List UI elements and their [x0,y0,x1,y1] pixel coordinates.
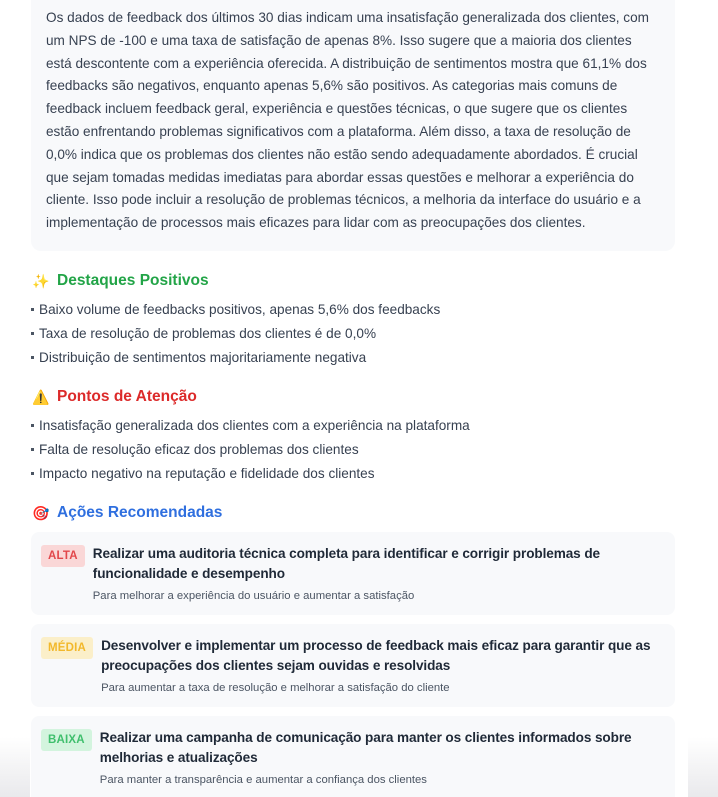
target-icon: 🎯 [32,504,50,521]
attention-points-list [31,414,470,486]
list-item: Falta de resolução eficaz dos problemas dos clientes [31,438,470,462]
list-item: Distribuição de sentimentos majoritariamente negativa [31,346,440,370]
action-reason: Para melhorar a experiência do usuário e aumentar a satisfação [92,590,415,602]
summary-text: Os dados de feedback dos últimos 30 dias indicam uma insatisfação generalizada dos clientes, com um NPS de -100 e uma taxa de satisfação de apenas 8%. Isso sugere que a maioria dos clientes está descontente com a experiência oferecida. A distribuição de sentimentos mostra que 61,1% dos feedbacks são negativos, enquanto apenas 5,6% são positivos. As categorias mais comuns de feedback incluem feedback geral, experiência e questões técnicas, o que sugere que os clientes estão enfrentando problemas significativos com a plataforma. Além disso, a taxa de resolução de 0,0% indica que os problemas dos clientes não estão sendo adequadamente abordados. É crucial que sejam tomadas medidas imediatas para abordar essas questões e melhorar a experiência do cliente. Isso pode incluir a resolução de problemas técnicos, a melhoria da interface do usuário e a implementação de processos mais eficazes para lidar com as preocupações dos clientes. [46,10,649,231]
action-card-medium [31,624,675,707]
action-body [101,636,663,697]
summary-card [31,0,675,251]
scroll-fade-right [688,737,718,797]
action-body [93,544,663,605]
list-item: Taxa de resolução de problemas dos clientes é de 0,0% [31,322,440,346]
action-card-high [31,532,675,615]
positive-highlights-list [31,298,440,370]
bullet-icon [31,308,34,311]
recommended-actions-title: Ações Recomendadas [57,504,223,521]
bullet-icon [31,448,34,451]
attention-points-title: Pontos de Atenção [57,388,197,405]
list-item: Impacto negativo na reputação e fidelidade dos clientes [31,462,470,486]
action-title: Desenvolver e implementar um processo de feedback mais eficaz para garantir que as preocupações dos clientes sejam ouvidas e resolvidas [101,638,651,673]
action-title: Realizar uma campanha de comunicação para manter os clientes informados sobre melhorias e atualizações [99,730,632,765]
list-item: Baixo volume de feedbacks positivos, apenas 5,6% dos feedbacks [31,298,440,322]
bullet-icon [31,472,34,475]
scroll-fade-left [0,737,30,797]
action-card-low [31,716,675,797]
bullet-icon [31,424,34,427]
action-reason: Para aumentar a taxa de resolução e melhorar a satisfação do cliente [101,682,450,694]
positive-highlights-header [32,270,209,292]
priority-badge-high: ALTA [41,545,85,567]
recommended-actions-header [32,502,222,524]
bullet-icon [31,332,34,335]
action-body [100,728,663,787]
bullet-icon [31,356,34,359]
sparkles-icon: ✨ [32,272,50,289]
list-item: Insatisfação generalizada dos clientes com a experiência na plataforma [31,414,470,438]
positive-highlights-title: Destaques Positivos [57,272,209,289]
attention-points-header [32,386,197,408]
priority-badge-low: BAIXA [41,729,92,751]
action-reason: Para manter a transparência e aumentar a confiança dos clientes [99,774,427,786]
priority-badge-medium: MÉDIA [41,637,93,659]
warning-icon: ⚠️ [32,388,50,405]
action-title: Realizar uma auditoria técnica completa para identificar e corrigir problemas de funcionalidade e desempenho [92,546,600,581]
